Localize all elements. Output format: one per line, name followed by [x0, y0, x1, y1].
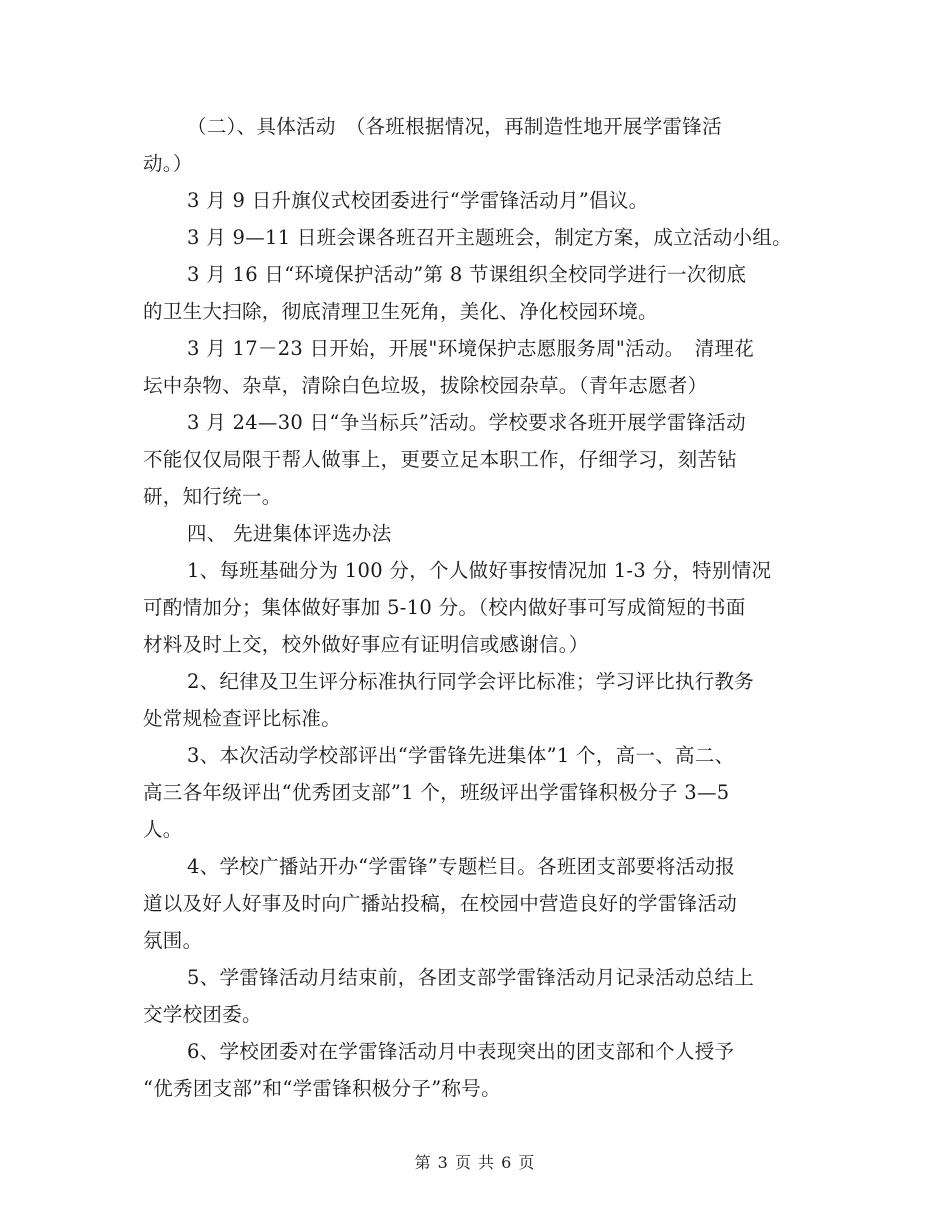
paragraph: [143, 182, 823, 219]
paragraph-line: 交学校团委。: [143, 1003, 262, 1026]
paragraph: [143, 330, 823, 404]
paragraph-line: 3、本次活动学校部评出“学雷锋先进集体”1 个，高一、高二、: [187, 744, 735, 767]
paragraph-line: 处常规检查评比标准。: [143, 707, 342, 730]
paragraph-line: 3 月 24—30 日“争当标兵”活动。学校要求各班开展学雷锋活动: [187, 411, 746, 434]
paragraph-line: 材料及时上交，校外做好事应有证明信或感谢信。）: [143, 633, 589, 656]
paragraph: [143, 1033, 823, 1107]
paragraph-line: 不能仅仅局限于帮人做事上，更要立足本职工作，仔细学习，刻苦钻: [143, 448, 738, 471]
paragraph: [143, 737, 823, 848]
paragraph-line: 四、 先进集体评选办法: [187, 522, 392, 545]
paragraph-line: 1、每班基础分为 100 分，个人做好事按情况加 1-3 分，特别情况: [187, 559, 772, 582]
paragraph-line: 5、学雷锋活动月结束前，各团支部学雷锋活动月记录活动总结上: [187, 966, 755, 989]
paragraph: [143, 552, 823, 663]
paragraph-line: （二）、具体活动 （各班根据情况，再制造性地开展学雷锋活: [187, 115, 722, 138]
paragraph: [143, 663, 823, 737]
paragraph: [143, 515, 823, 552]
paragraph-line: 3 月 9—11 日班会课各班召开主题班会，制定方案，成立活动小组。: [187, 226, 792, 249]
page-footer: 第 3 页 共 6 页: [414, 1153, 536, 1172]
paragraph: [143, 959, 823, 1033]
paragraph: [143, 219, 823, 256]
paragraph-line: 人。: [143, 818, 183, 841]
paragraph-line: 高三各年级评出“优秀团支部”1 个，班级评出学雷锋积极分子 3—5: [143, 781, 730, 804]
paragraph-line: 2、纪律及卫生评分标准执行同学会评比标准；学习评比执行教务: [187, 670, 755, 693]
paragraph: [143, 108, 823, 182]
paragraph-line: 可酌情加分；集体做好事加 5-10 分。（校内做好事可写成简短的书面: [143, 596, 746, 619]
paragraph-line: 6、学校团委对在学雷锋活动月中表现突出的团支部和个人授予: [187, 1040, 735, 1063]
paragraph-line: 动。）: [143, 152, 193, 175]
paragraph: [143, 256, 823, 330]
paragraph: [143, 404, 823, 515]
paragraph-line: 道以及好人好事及时向广播站投稿，在校园中营造良好的学雷锋活动: [143, 892, 738, 915]
paragraph-line: “优秀团支部”和“学雷锋积极分子”称号。: [143, 1077, 501, 1100]
paragraph-line: 3 月 16 日“环境保护活动”第 8 节课组织全校同学进行一次彻底: [187, 263, 747, 286]
paragraph-line: 氛围。: [143, 929, 203, 952]
paragraph-line: 的卫生大扫除，彻底清理卫生死角，美化、净化校园环境。: [143, 300, 658, 323]
paragraph: [143, 848, 823, 959]
paragraph-line: 4、学校广播站开办“学雷锋”专题栏目。各班团支部要将活动报: [187, 855, 736, 878]
paragraph-line: 坛中杂物、杂草，清除白色垃圾，拔除校园杂草。（青年志愿者）: [143, 374, 708, 397]
paragraph-line: 3 月 9 日升旗仪式校团委进行“学雷锋活动月”倡议。: [187, 189, 649, 212]
document-body: [143, 108, 823, 1107]
paragraph-line: 研，知行统一。: [143, 485, 282, 508]
paragraph-line: 3 月 17－23 日开始，开展"环境保护志愿服务周"活动。 清理花: [187, 337, 755, 360]
